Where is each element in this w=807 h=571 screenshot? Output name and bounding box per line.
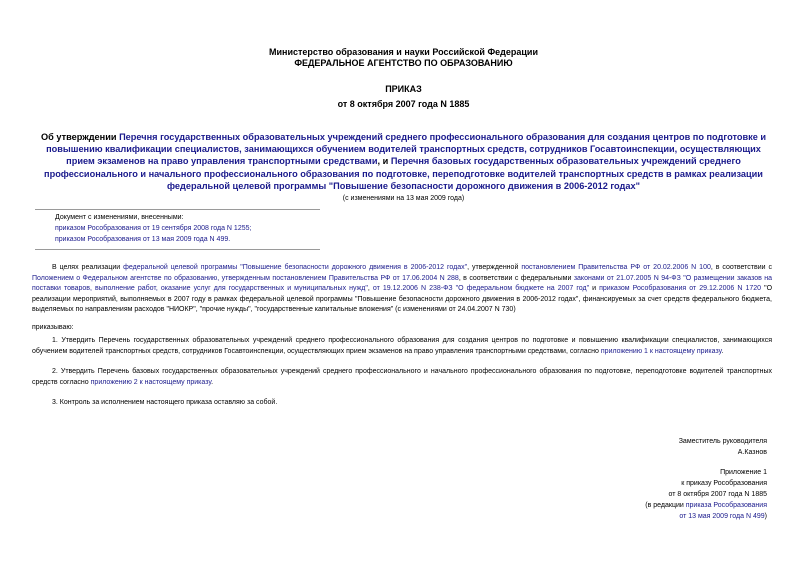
title-conjunction: , и <box>377 156 391 167</box>
appendix-line-3: (в редакции приказа Рособразования <box>645 502 767 509</box>
changes-intro: Документ с изменениями, внесенными: <box>55 214 184 221</box>
item-3-paragraph: 3. Контроль за исполнением настоящего приказа оставляю за собой. <box>52 399 278 406</box>
link-law-238fz[interactable]: от 19.12.2006 N 238-ФЗ "О федеральном бюджете на 2007 год" <box>372 285 590 293</box>
agency-name: ФЕДЕРАЛЬНОЕ АГЕНТСТВО ПО ОБРАЗОВАНИЮ <box>294 58 513 68</box>
link-appendix-edition-date[interactable]: от 13 мая 2009 года N 499 <box>679 513 765 520</box>
link-law-94fz[interactable]: законами от 21.07.2005 N 94-ФЗ "О размещении заказов на поставки товаров, выполнение работ, оказание услуг для государственных и муниципальных нужд" <box>32 274 773 293</box>
ministry-name: Министерство образования и науки Российской Федерации <box>269 47 538 57</box>
link-federal-program[interactable]: федеральной целевой программы "Повышение безопасности дорожного движения в 2006-2012 годах" <box>123 264 468 271</box>
divider-bottom <box>35 249 320 250</box>
preamble-paragraph: В целях реализации федеральной целевой программы "Повышение безопасности дорожного движения в 2006-2012 годах", утвержденной постановлением Правительства РФ от 20.02.2006 N 100, в соответствии с Положением о Федеральном агентстве по образованию, утвержденным постановлением Правительства РФ от 17.06.2004 N 288, в соответствии с федеральными законами от 21.07.2005 N 94-ФЗ "О размещении заказов на поставки товаров, выполнение работ, оказание услуг для государственных и муниципальных нужд", от 19.12.2006 N 238-ФЗ "О федеральном бюджете на 2007 год" и приказом Рособразования от 29.12.2006 N 1720 "О реализации мероприятий, выполняемых в 2007 году в рамках федеральной целевой программы "Повышение безопасности дорожного движения в 2006-2012 годах", финансируемых за счет средств федерального бюджета, выделяемых по направлениям расходов "НИОКР", "прочие нужды", "государственные капитальные вложения" (с изменениями от 24.04.2007 N 730) <box>32 264 773 314</box>
appendix-line-1: к приказу Рособразования <box>681 480 767 487</box>
edition-note: (с изменениями на 13 мая 2009 года) <box>342 195 465 202</box>
link-order-1720[interactable]: приказом Рособразования от 29.12.2006 N 1720 <box>599 285 762 293</box>
signature-position: Заместитель руководителя <box>678 438 767 445</box>
change-link-499[interactable]: приказом Рособразования от 13 мая 2009 года N 499. <box>55 236 231 243</box>
title-prefix: Об утверждении <box>40 132 120 142</box>
title-link-list-base[interactable]: Перечня базовых государственных образовательных учреждений среднего профессионального и начального профессионального образования по подготовке, переподготовке водителей транспортных средств в рамках реализации <box>44 156 763 179</box>
appendix-line-4: от 13 мая 2009 года N 499) <box>679 513 767 520</box>
link-appendix-1[interactable]: приложению 1 к настоящему приказу <box>600 347 722 355</box>
item-2-paragraph: 2. Утвердить Перечень базовых государственных образовательных учреждений среднего профессионального и начального профессионального образования по подготовке, переподготовке водителей транспортных средств согласно приложению 2 к настоящему приказу. <box>32 368 772 386</box>
signature-name: А.Казнов <box>737 449 767 456</box>
doc-date-number: от 8 октября 2007 года N 1885 <box>337 99 470 109</box>
link-appendix-2[interactable]: приложению 2 к настоящему приказу <box>90 378 212 386</box>
appendix-title: Приложение 1 <box>720 469 767 476</box>
change-link-1255[interactable]: приказом Рособразования от 19 сентября 2008 года N 1255; <box>55 225 252 232</box>
doc-type: ПРИКАЗ <box>385 84 422 94</box>
document-title <box>40 131 767 192</box>
title-link-program[interactable]: федеральной целевой программы "Повышение безопасности дорожного движения в 2006-2012 годах" <box>167 180 640 191</box>
link-appendix-edition-order[interactable]: приказа Рособразования <box>685 502 767 509</box>
title-link-list-centers[interactable]: Перечня государственных образовательных учреждений среднего профессионального образования для создания центров по подготовке и повышению квалификации специалистов, занимающихся обучением водителей транспортных средств, сотрудников Госавтоинспекции, осуществляющих прием экзаменов на право управления транспортными средствами <box>46 132 767 167</box>
order-word: приказываю: <box>32 324 74 331</box>
appendix-line-2: от 8 октября 2007 года N 1885 <box>668 491 767 498</box>
item-1-paragraph: 1. Утвердить Перечень государственных образовательных учреждений среднего профессионального образования для создания центров по подготовке и повышению квалификации специалистов, занимающихся обучением водителей транспортных средств, сотрудников Госавтоинспекции, осуществляющих прием экзаменов на право управления транспортными средствами, согласно приложению 1 к настоящему приказу. <box>32 337 772 355</box>
link-government-decree-100[interactable]: постановлением Правительства РФ от 20.02.2006 N 100 <box>521 264 711 271</box>
link-agency-regulation[interactable]: Положением о Федеральном агентстве по образованию, утвержденным постановлением Правительства РФ от 17.06.2004 N 288 <box>32 274 459 282</box>
divider-top <box>35 209 320 210</box>
